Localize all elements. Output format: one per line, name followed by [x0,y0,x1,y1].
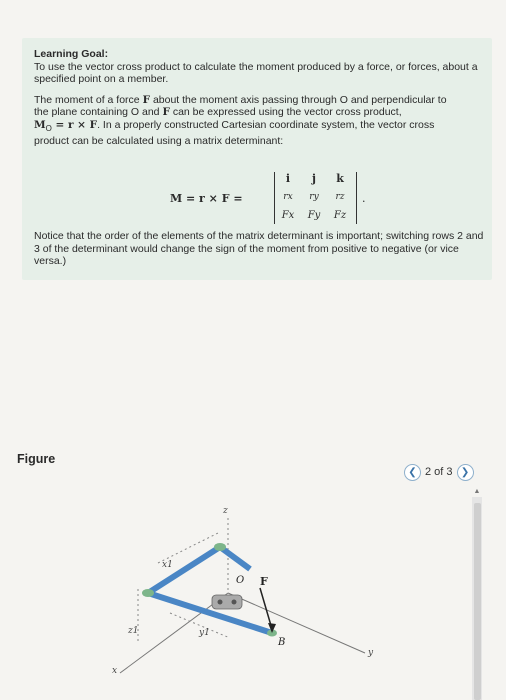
determinant-lhs: M = r × F = [170,192,243,205]
label-z1: z1 [128,626,139,636]
det-cell: i [285,172,291,185]
label-y1: y1 [199,628,210,638]
determinant-period: . [362,192,366,205]
learning-goal-description: To use the vector cross product to calculate the moment produced by a force, or forces, about a specified point on a member. [34,60,478,85]
bolt [218,600,223,605]
label-x: x [112,666,118,676]
x1-axis [158,533,218,563]
next-figure-button[interactable] [457,464,474,481]
scrollbar-thumb[interactable] [474,503,481,700]
label-B: B [278,637,286,648]
joint [142,589,154,597]
bolt [232,600,237,605]
det-cell: j [312,172,316,185]
figure-page-count: 2 of 3 [425,466,453,478]
notice-paragraph: Notice that the order of the elements of the matrix determinant is important; switching rows 2 and 3 of the determinant would change the sign of the moment from positive to negative (or vice versa.) [34,230,484,267]
figure-pager [404,462,474,482]
learning-goal-content [34,48,486,148]
label-z: z [223,506,228,516]
det-cell: k [336,172,344,185]
det-cell: rx [283,192,293,202]
determinant-right-bar [356,172,357,224]
det-cell: ry [309,192,319,202]
label-x1: x1 [162,560,173,570]
det-cell: rz [335,192,345,202]
chevron-left-icon: ❮ [408,466,417,478]
prev-figure-button[interactable] [404,464,421,481]
chevron-right-icon: ❯ [460,466,470,478]
learning-goal-panel [22,38,492,280]
det-cell: Fz [333,210,347,221]
scroll-up-arrow[interactable]: ▲ [473,488,481,495]
force-arrow [260,588,272,629]
member-rod-top [220,547,250,569]
figure-diagram [100,493,400,700]
intro-paragraph: The moment of a force F about the moment axis passing through O and perpendicular to the plane containing O and F can be expressed using the vector cross product, $M_O = r \times F$. In a properly constructed Cartesian coordinate system, the vector cross product can be calculated using a matrix determinant: [34,93,447,148]
matrix-determinant [170,170,380,226]
learning-goal-title: Learning Goal: [34,48,109,60]
determinant-left-bar [274,172,275,224]
figure-label: Figure [17,452,56,466]
label-y: y [368,648,374,658]
support-base [212,595,242,609]
det-cell: Fx [281,210,295,221]
joint [214,543,226,551]
label-O: O [236,575,245,586]
det-cell: Fy [307,210,321,221]
label-F: F [260,575,268,588]
